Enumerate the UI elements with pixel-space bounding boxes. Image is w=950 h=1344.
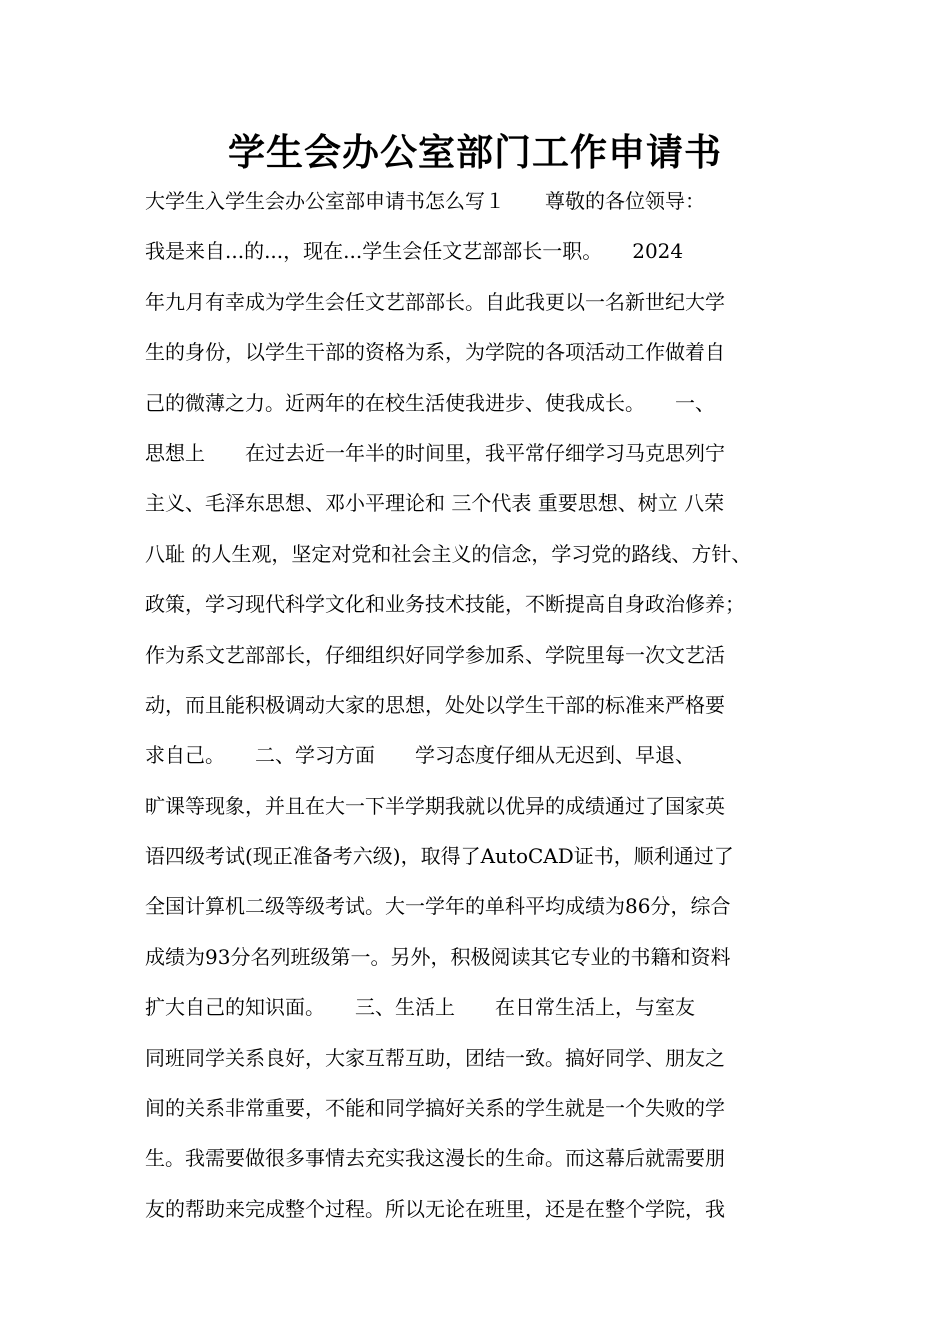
body-line: 八耻 的人生观，坚定对党和社会主义的信念，学习党的路线、方针、 — [145, 541, 752, 566]
body-line: 生。我需要做很多事情去充实我这漫长的生命。而这幕后就需要朋 — [145, 1146, 725, 1171]
body-line: 政策，学习现代科学文化和业务技术技能，不断提高自身政治修养； — [145, 592, 745, 617]
body-line: 己的微薄之力。近两年的在校生活使我进步、使我成长。 一、 — [145, 390, 715, 415]
body-line: 动，而且能积极调动大家的思想，处处以学生干部的标准来严格要 — [145, 692, 725, 717]
body-line: 大学生入学生会办公室部申请书怎么写１ 尊敬的各位领导： — [145, 189, 705, 213]
body-line: 扩大自己的知识面。 三、生活上 在日常生活上，与室友 — [145, 995, 695, 1020]
body-line: 间的关系非常重要，不能和同学搞好关系的学生就是一个失败的学 — [145, 1096, 725, 1121]
document-body — [145, 180, 845, 1238]
body-line: 旷课等现象，并且在大一下半学期我就以优异的成绩通过了国家英 — [145, 793, 725, 818]
document-title: 学生会办公室部门工作申请书 — [228, 131, 722, 174]
body-line: 成绩为93分名列班级第一。另外，积极阅读其它专业的书籍和资料 — [145, 944, 731, 969]
body-line: 年九月有幸成为学生会任文艺部部长。自此我更以一名新世纪大学 — [145, 289, 725, 314]
body-line: 求自己。 二、学习方面 学习态度仔细从无迟到、早退、 — [145, 743, 695, 768]
body-line: 全国计算机二级等级考试。大一学年的单科平均成绩为86分，综合 — [145, 894, 731, 919]
body-line: 我是来自...的...，现在...学生会任文艺部部长一职。 2024 — [145, 239, 684, 264]
body-line: 作为系文艺部部长，仔细组织好同学参加系、学院里每一次文艺活 — [145, 642, 725, 667]
body-line: 语四级考试(现正准备考六级)，取得了AutoCAD证书，顺利通过了 — [145, 844, 734, 869]
body-line: 生的身份，以学生干部的资格为系，为学院的各项活动工作做着自 — [145, 340, 725, 365]
body-line: 友的帮助来完成整个过程。所以无论在班里，还是在整个学院，我 — [145, 1196, 725, 1221]
body-line: 同班同学关系良好，大家互帮互助，团结一致。搞好同学、朋友之 — [145, 1045, 725, 1070]
body-line: 主义、毛泽东思想、邓小平理论和 三个代表 重要思想、树立 八荣 — [145, 491, 725, 516]
body-line: 思想上 在过去近一年半的时间里，我平常仔细学习马克思列宁 — [145, 440, 725, 465]
